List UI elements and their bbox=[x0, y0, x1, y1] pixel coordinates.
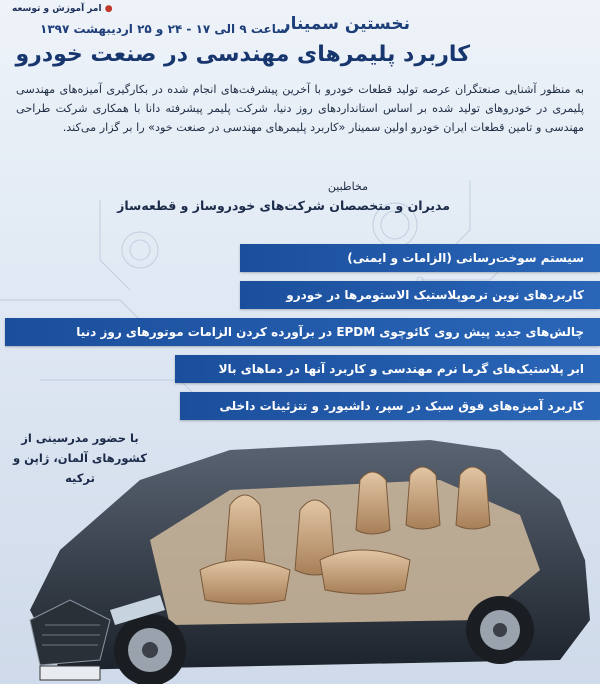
experts-line-1: با حضور مدرسینی از bbox=[21, 431, 139, 445]
brand-text: امر آموزش و توسعه bbox=[12, 4, 102, 14]
seminar-subtitle: نخستین سمینار bbox=[280, 14, 410, 34]
car-cutaway-image bbox=[0, 420, 600, 684]
topic-bar: کاربرد آمیزه‌های فوق سبک در سپر، داشبورد و تتزئینات داخلی bbox=[180, 392, 600, 420]
topic-bar: ابر پلاستیک‌های گرما نرم مهندسی و کاربرد آنها در دماهای بالا bbox=[175, 355, 600, 383]
brand-dot-icon: ● bbox=[104, 4, 113, 14]
experts-line-2: کشورهای آلمان، ژاپن و ترکیه bbox=[13, 451, 147, 485]
seminar-title: کاربرد پلیمرهای مهندسی در صنعت خودرو bbox=[15, 42, 470, 67]
audience-text: مدیران و متخصصان شرکت‌های خودروساز و قطعه‌ساز bbox=[117, 198, 450, 213]
topic-bar: کاربردهای نوین ترموپلاستیک الاستومرها در خودرو bbox=[240, 281, 600, 309]
seminar-dates: ساعت ۹ الی ۱۷ - ۲۴ و ۲۵ اردیبهشت ۱۳۹۷ bbox=[40, 22, 289, 36]
brand-logo bbox=[12, 4, 113, 14]
intro-paragraph: به منظور آشنایی صنعتگران عرصه تولید قطعات خودرو با آخرین پیشرفت‌های انجام شده در بکارگیری آمیزه‌های مهندسی پلیمری در خودروهای تولید شده بر اساس استانداردهای روز دنیا، شرکت پلیمر پیشرفته دانا با همکاری شرکت طراحی مهندسی و تامین قطعات ایران خودرو اولین سمینار «کاربرد پلیمرهای مهندسی در صنعت خود» را بر گزار می‌کند. bbox=[16, 83, 584, 134]
topic-bar: چالش‌های جدید پیش روی کائوچوی EPDM در برآورده کردن الزامات موتورهای روز دنیا bbox=[5, 318, 600, 346]
topic-bar: سیستم سوخت‌رسانی (الزامات و ایمنی) bbox=[240, 244, 600, 272]
audience-heading: مخاطبین bbox=[327, 180, 368, 193]
